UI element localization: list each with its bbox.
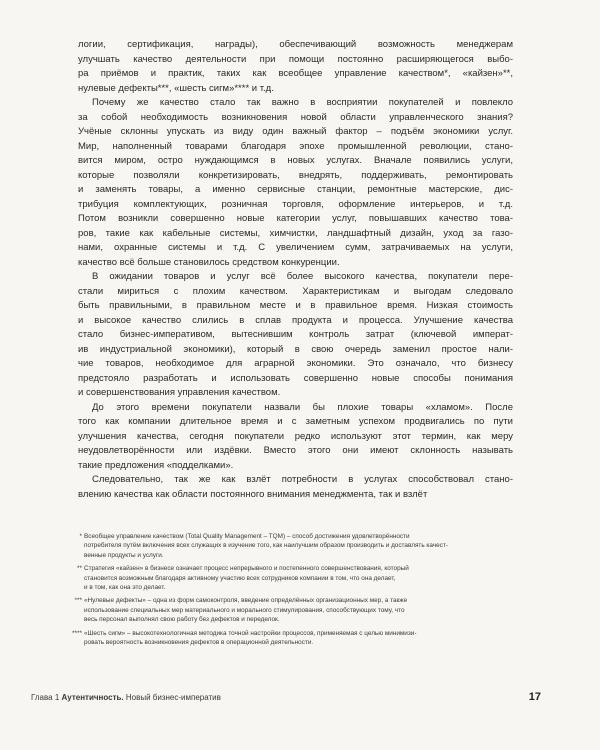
footnote-line: Стратегия «кайзен» в бизнесе означает процесс непрерывного и постепенного совершенствования, который: [84, 565, 409, 573]
footnote-mark: *: [79, 533, 82, 540]
paragraph: [78, 401, 513, 474]
footnotes: [70, 532, 515, 651]
text-line: и заменять товары, а именно сервисные станции, ремонтные мастерские, дис-: [78, 184, 513, 195]
text-line: того как компании длительное время и с заметным успехом продвигались по пути: [78, 416, 513, 427]
footnote-line: ровать вероятность возникновения дефектов в операционной деятельности.: [84, 639, 314, 647]
footnote-mark: ****: [72, 629, 82, 637]
footnote-mark: **: [77, 565, 82, 573]
text-line: нами, охранные системы и т.д. С увеличением сумм, затрачиваемых на услуги,: [78, 242, 513, 253]
chapter-label: Глава 1: [31, 693, 60, 702]
text-line: и совершенствования управления качеством.: [78, 387, 281, 398]
footnote: [70, 564, 515, 592]
paragraph: [78, 38, 513, 96]
footnote: [70, 596, 515, 624]
text-line: за собой необходимость возникновения новой области управленческого знания?: [78, 111, 513, 123]
text-line: предстояло разработать и использовать совершенно новые способы понимания: [78, 372, 513, 384]
text-line: улучшать качество деятельности при помощи постоянно расширяющегося выбо-: [78, 53, 513, 65]
chapter-subtitle: Новый бизнес-императив: [125, 693, 221, 702]
text-line: Следовательно, так же как взлёт потребности в услугах способствовал стано-: [92, 474, 513, 485]
footnote-line: весь персонал выполнял свою работу без дефектов и переделок.: [84, 616, 280, 624]
page-number: 17: [528, 691, 541, 703]
text-line: Учёные склонны упускать из виду один важный фактор – подъём экономики услуг.: [78, 126, 513, 137]
footnote-line: «Шесть сигм» – высокотехнологичная методика точной настройки процессов, применяемая с целью минимизи-: [84, 629, 417, 637]
paragraph: [78, 473, 513, 502]
text-line: нулевые дефекты***, «шесть сигм»**** и т.д.: [78, 82, 274, 94]
text-line: ив индустриальной экономики), который в свою очередь заменил простое нали-: [78, 343, 513, 355]
footnote-line: и в том, как она это делает.: [84, 584, 166, 592]
text-line: Почему же качество стало так важно в восприятии покупателей и повлекло: [92, 97, 513, 108]
footnote-line: потребителя путём включения всех служащих в изучение того, как наилучшим образом производить и доставлять качест-: [84, 542, 448, 550]
text-line: неудовлетворённости или издёвки. Вместо этого они имеют склонность называть: [78, 445, 513, 456]
footnote-line: становится возможным благодаря активному участию всех сотрудников компании в том, что она делает,: [84, 574, 396, 582]
text-line: трибуция комплектующих, розничная торговля, оформление интерьеров, и т.д.: [78, 198, 513, 210]
text-line: Потом возникли совершенно новые категории услуг, повышавших качество това-: [78, 213, 513, 224]
footnote: [70, 629, 515, 648]
text-line: логии, сертификация, награды), обеспечивающий возможность менеджерам: [78, 39, 513, 50]
paragraph: [78, 96, 513, 270]
footnote: [70, 532, 515, 560]
footnote-line: Всеобщее управление качеством (Total Quality Management – TQM) – способ достижения удовлетворённости: [84, 533, 410, 540]
text-line: и высокое качество слились в сплав продукта и процесса. Улучшение качества: [78, 314, 513, 326]
text-line: такие предложения «подделками».: [78, 459, 234, 471]
footnote-mark: ***: [74, 597, 82, 605]
text-line: До этого времени покупатели назвали бы плохие товары «хламом». После: [92, 401, 513, 413]
text-line: влению качества как области постоянного внимания менеджмента, так и взлёт: [78, 488, 428, 500]
paragraph: [78, 270, 513, 401]
text-line: ров, такие как кабельные системы, химчистки, ландшафтный дизайн, уход за газо-: [78, 227, 513, 239]
text-line: стали мириться с плохим качеством. Характеристикам и выгодам следовало: [78, 285, 513, 297]
footnote-line: венные продукты и услуги.: [84, 551, 164, 559]
text-line: быть правильными, в правильном месте и в правильное время. Низкая стоимость: [78, 300, 513, 311]
main-text: [78, 38, 513, 502]
text-line: вится миром, остро нуждающимся в новых услугах. Вначале появились услуги,: [78, 155, 513, 166]
text-line: Мир, наполненный товарами благодаря эпохе промышленной революции, стано-: [78, 140, 513, 152]
footnote-line: использование специальных мер материального и морального стимулирования, способствующих тому, что: [84, 606, 405, 614]
text-line: улучшения качества, сегодня покупатели редко используют этот термин, как меру: [78, 430, 513, 442]
running-footer: [31, 693, 221, 702]
text-line: ра приёмов и практик, таких как всеобщее управление качеством*, «кайзен»**,: [78, 68, 513, 79]
text-line: В ожидании товаров и услуг всё более высокого качества, покупатели пере-: [92, 271, 513, 282]
chapter-title: Аутентичность.: [61, 693, 124, 702]
text-line: которые позволяли конкретизировать, внедрять, поддерживать, ремонтировать: [78, 169, 513, 181]
text-line: качество всё больше становилось средством конкуренции.: [78, 256, 340, 268]
footnote-line: «Нулевые дефекты» – одна из форм самоконтроля, введение определённых организационных мер, а также: [84, 597, 408, 605]
text-line: стало бизнес-императивом, вытеснившим контроль затрат (ключевой императ-: [78, 329, 513, 340]
text-line: чие товаров, необходимое для аграрной экономики. Это означало, что бизнесу: [78, 358, 513, 369]
